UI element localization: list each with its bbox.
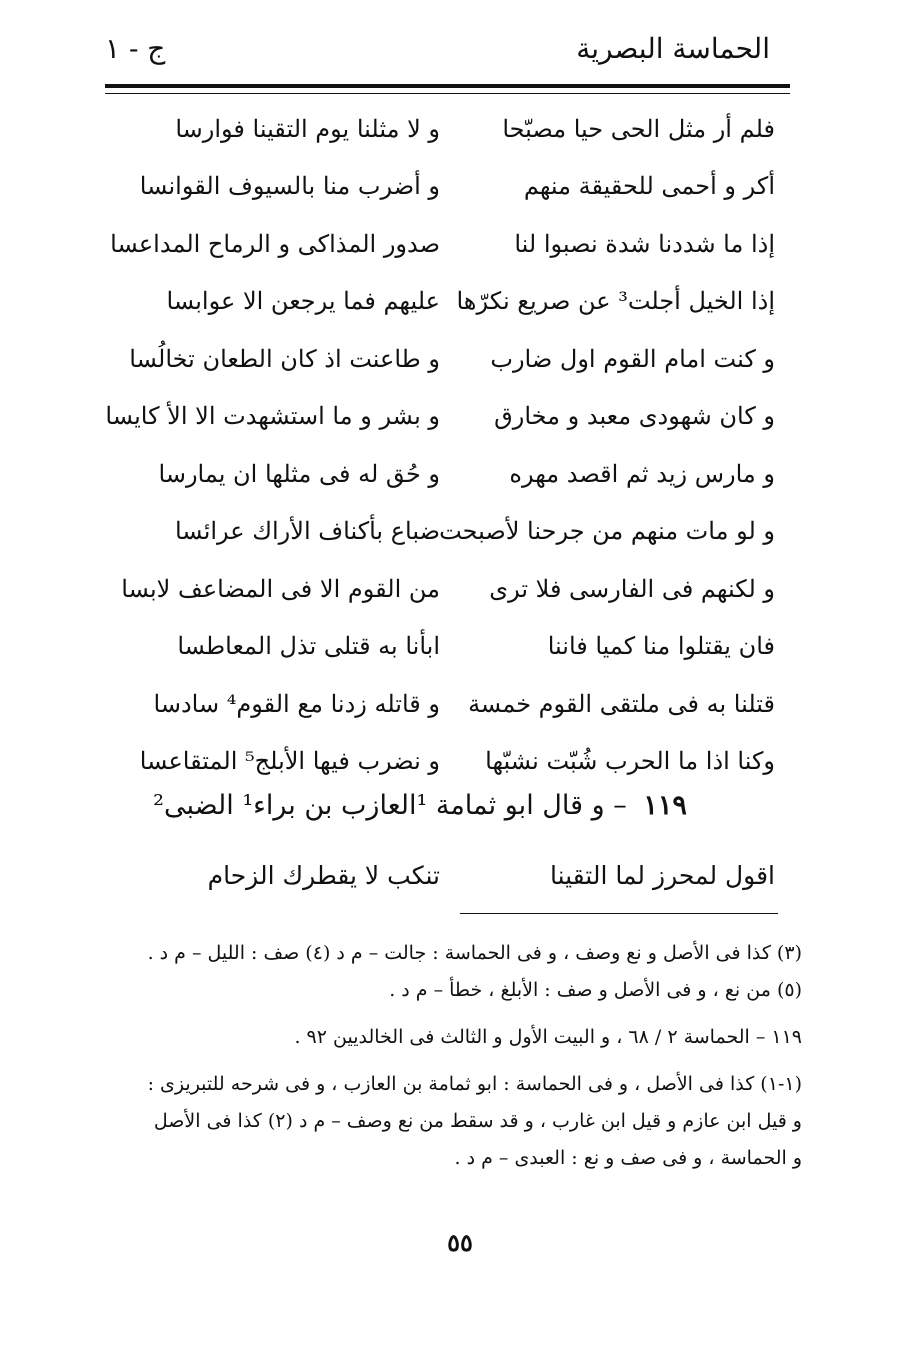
verse-second-hemistich: صدور المذاكى و الرماح المداعسا: [110, 229, 440, 258]
footnote-line: (٣) كذا فى الأصل و نع وصف ، و فى الحماسة : جالت – م د (٤) صف : الليل – م د .: [147, 942, 802, 964]
footnote-line: و قيل ابن عازم و قيل ابن غارب ، و قد سقط من نع وصف – م د (٢) كذا فى الأصل: [153, 1110, 802, 1132]
verse-line: [120, 100, 775, 158]
verse-second-hemistich: و بشر و ما استشهدت الا الأ كايسا: [105, 402, 440, 431]
poem-number: ١١٩: [643, 790, 687, 821]
page-header: [105, 18, 770, 78]
footnote-separator: [460, 913, 778, 914]
verse-second-hemistich: ضباع بأكناف الأراك عرائسا: [174, 517, 440, 546]
poem-verses: [105, 100, 775, 790]
poem-heading-text: – و قال ابو ثمامة ¹العازب بن براء¹ الضبى²: [153, 790, 627, 821]
verse-first-hemistich: و لو مات منهم من جرحنا لأصبحت: [439, 517, 775, 546]
verse-second-hemistich: و لا مثلنا يوم التقينا فوارسا: [175, 114, 440, 143]
verse-line: [120, 273, 775, 331]
running-title: الحماسة البصرية: [576, 31, 770, 65]
verse-first-hemistich: قتلنا به فى ملتقى القوم خمسة: [468, 689, 775, 718]
verse-line: [120, 848, 775, 903]
verse-line: [120, 503, 775, 561]
footnotes: [130, 935, 802, 1177]
verse-first-hemistich: وكنا اذا ما الحرب شُبّت نشبّها: [485, 747, 775, 776]
verse-second-hemistich: تنكب لا يقطرك الزحام: [207, 861, 440, 890]
verse-second-hemistich: و نضرب فيها الأبلج⁵ المتقاعسا: [139, 747, 440, 776]
verse-second-hemistich: عليهم فما يرجعن الا عوابسا: [166, 287, 440, 316]
footnote-line: و الحماسة ، و فى صف و نع : العبدى – م د .: [454, 1147, 802, 1169]
verse-line: [120, 618, 775, 676]
footnote-line: (٥) من نع ، و فى الأصل و صف : الأبلغ ، خطأ – م د .: [389, 979, 802, 1001]
verse-line: [105, 388, 775, 446]
verse-line: [120, 560, 775, 618]
verse-first-hemistich: أكر و أحمى للحقيقة منهم: [523, 172, 775, 201]
verse-line: [110, 215, 775, 273]
verse-first-hemistich: و لكنهم فى الفارسى فلا ترى: [489, 574, 775, 603]
verse-second-hemistich: و حُق له فى مثلها ان يمارسا: [158, 459, 440, 488]
verse-first-hemistich: فان يقتلوا منا كميا فاننا: [547, 632, 775, 661]
verse-first-hemistich: و كان شهودى معبد و مخارق: [494, 402, 775, 431]
verse-line: [120, 330, 775, 388]
verse-first-hemistich: و كنت امام القوم اول ضارب: [490, 344, 775, 373]
verse-line: [120, 733, 775, 791]
page-number: ٥٥: [447, 1228, 473, 1257]
verse-line: [120, 158, 775, 216]
verse-first-hemistich: و مارس زيد ثم اقصد مهره: [509, 459, 775, 488]
verse-first-hemistich: إذا ما شددنا شدة نصبوا لنا: [514, 229, 775, 258]
header-rule-thin: [105, 93, 790, 94]
footnote-line: (١-١) كذا فى الأصل ، و فى الحماسة : ابو ثمامة بن العازب ، و فى شرحه للتبريزى :: [147, 1073, 802, 1095]
poem-heading: [150, 790, 690, 840]
verse-second-hemistich: و طاعنت اذ كان الطعان تخالُسا: [129, 344, 440, 373]
verse-line: [120, 675, 775, 733]
verse-second-hemistich: ابأنا به قتلى تذل المعاطسا: [177, 632, 440, 661]
verse-first-hemistich: اقول لمحرز لما التقينا: [549, 861, 775, 890]
verse-line: [120, 445, 775, 503]
volume-marker: ج - ١: [105, 31, 166, 65]
footnote-line: ١١٩ – الحماسة ٢ / ٦٨ ، و البيت الأول و الثالث فى الخالديين ٩٢ .: [294, 1026, 802, 1048]
verse-second-hemistich: و قاتله زدنا مع القوم⁴ سادسا: [153, 689, 440, 718]
header-rule-thick: [105, 84, 790, 88]
verse-first-hemistich: إذا الخيل أجلت³ عن صريع نكرّها: [456, 287, 775, 316]
verse-first-hemistich: فلم أر مثل الحى حيا مصبّحا: [502, 114, 775, 143]
verse-second-hemistich: من القوم الا فى المضاعف لابسا: [121, 574, 440, 603]
verse-second-hemistich: و أضرب منا بالسيوف القوانسا: [139, 172, 440, 201]
